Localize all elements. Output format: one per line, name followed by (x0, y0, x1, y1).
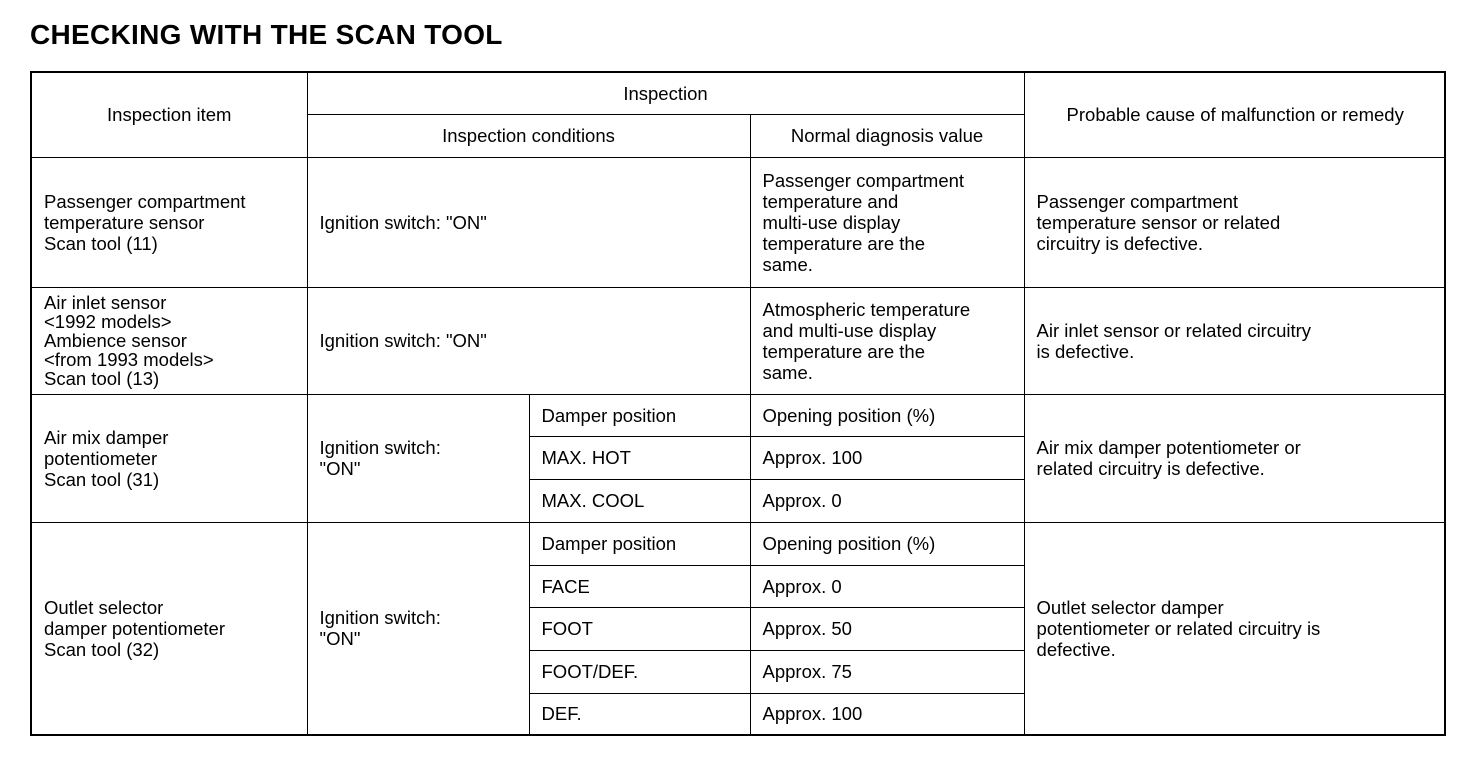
damper-position-header: Damper position (529, 394, 750, 436)
damper-position-header: Damper position (529, 522, 750, 565)
page-title: CHECKING WITH THE SCAN TOOL (30, 19, 503, 50)
cause-line: temperature sensor or related (1036, 211, 1281, 233)
item-line: Air mix damper (44, 426, 169, 448)
item-line: <from 1993 models> (44, 349, 214, 370)
opening-position-header: Opening position (%) (750, 522, 1024, 565)
condition-cell (307, 394, 529, 522)
opening-value-cell: Approx. 0 (750, 565, 1024, 607)
opening-value-cell: Approx. 100 (750, 693, 1024, 735)
item-line: Scan tool (11) (44, 232, 158, 254)
damper-position-cell: DEF. (529, 693, 750, 735)
item-line: Outlet selector (44, 596, 164, 618)
header-inspection-item: Inspection item (31, 72, 307, 157)
header-probable-cause: Probable cause of malfunction or remedy (1024, 72, 1445, 157)
cause-line: Air mix damper potentiometer or (1036, 437, 1301, 458)
cause-cell (1024, 394, 1445, 522)
opening-value-cell: Approx. 100 (750, 436, 1024, 479)
header-normal-value: Normal diagnosis value (750, 114, 1024, 157)
table-row (31, 522, 1445, 565)
cause-line: potentiometer or related circuitry is (1036, 617, 1321, 639)
header-inspection-conditions: Inspection conditions (307, 114, 750, 157)
item-line: temperature sensor (44, 211, 205, 233)
condition-cell: Ignition switch: "ON" (307, 287, 750, 394)
cause-line: Air inlet sensor or related circuitry (1036, 319, 1312, 341)
opening-value-cell: Approx. 50 (750, 607, 1024, 650)
cause-line: Outlet selector damper (1036, 596, 1224, 618)
normal-line: temperature are the (762, 340, 925, 362)
normal-line: same. (762, 253, 813, 275)
normal-line: temperature and (762, 190, 899, 212)
cause-cell (1024, 287, 1445, 394)
condition-line: Ignition switch: (319, 437, 441, 458)
inspection-item-cell (31, 394, 307, 522)
item-line: Ambience sensor (44, 330, 187, 351)
cause-line: circuitry is defective. (1036, 232, 1204, 254)
cause-line: is defective. (1036, 340, 1135, 362)
cause-line: defective. (1036, 638, 1116, 660)
opening-value-cell: Approx. 75 (750, 650, 1024, 693)
normal-line: Atmospheric temperature (762, 298, 971, 320)
damper-position-cell: FOOT (529, 607, 750, 650)
damper-position-cell: FOOT/DEF. (529, 650, 750, 693)
table-row (31, 287, 1445, 394)
normal-line: Passenger compartment (762, 169, 965, 191)
header-row (31, 72, 1445, 114)
inspection-item-cell (31, 522, 307, 735)
damper-position-cell: MAX. HOT (529, 436, 750, 479)
cause-cell (1024, 157, 1445, 287)
normal-line: same. (762, 361, 813, 383)
item-line: <1992 models> (44, 311, 172, 332)
condition-cell: Ignition switch: "ON" (307, 157, 750, 287)
damper-position-cell: MAX. COOL (529, 479, 750, 522)
condition-line: Ignition switch: (319, 607, 441, 629)
cause-cell (1024, 522, 1445, 735)
normal-line: temperature are the (762, 232, 925, 254)
item-line: Scan tool (13) (44, 368, 160, 389)
item-line: potentiometer (44, 447, 158, 469)
condition-line: "ON" (319, 628, 361, 650)
header-inspection: Inspection (307, 72, 1024, 114)
item-line: Air inlet sensor (44, 292, 167, 313)
damper-position-cell: FACE (529, 565, 750, 607)
normal-line: and multi-use display (762, 319, 937, 341)
opening-position-header: Opening position (%) (750, 394, 1024, 436)
item-line: damper potentiometer (44, 617, 225, 639)
table-row (31, 157, 1445, 287)
normal-line: multi-use display (762, 211, 901, 233)
item-line: Scan tool (32) (44, 638, 160, 660)
cause-line: Passenger compartment (1036, 190, 1239, 212)
inspection-item-cell (31, 157, 307, 287)
condition-cell (307, 522, 529, 735)
inspection-item-cell (31, 287, 307, 394)
normal-value-cell (750, 287, 1024, 394)
table-row (31, 394, 1445, 436)
opening-value-cell: Approx. 0 (750, 479, 1024, 522)
item-line: Scan tool (31) (44, 468, 160, 490)
condition-line: "ON" (319, 458, 361, 479)
normal-value-cell (750, 157, 1024, 287)
item-line: Passenger compartment (44, 190, 246, 212)
cause-line: related circuitry is defective. (1036, 458, 1265, 479)
scan-tool-table (30, 71, 1446, 736)
